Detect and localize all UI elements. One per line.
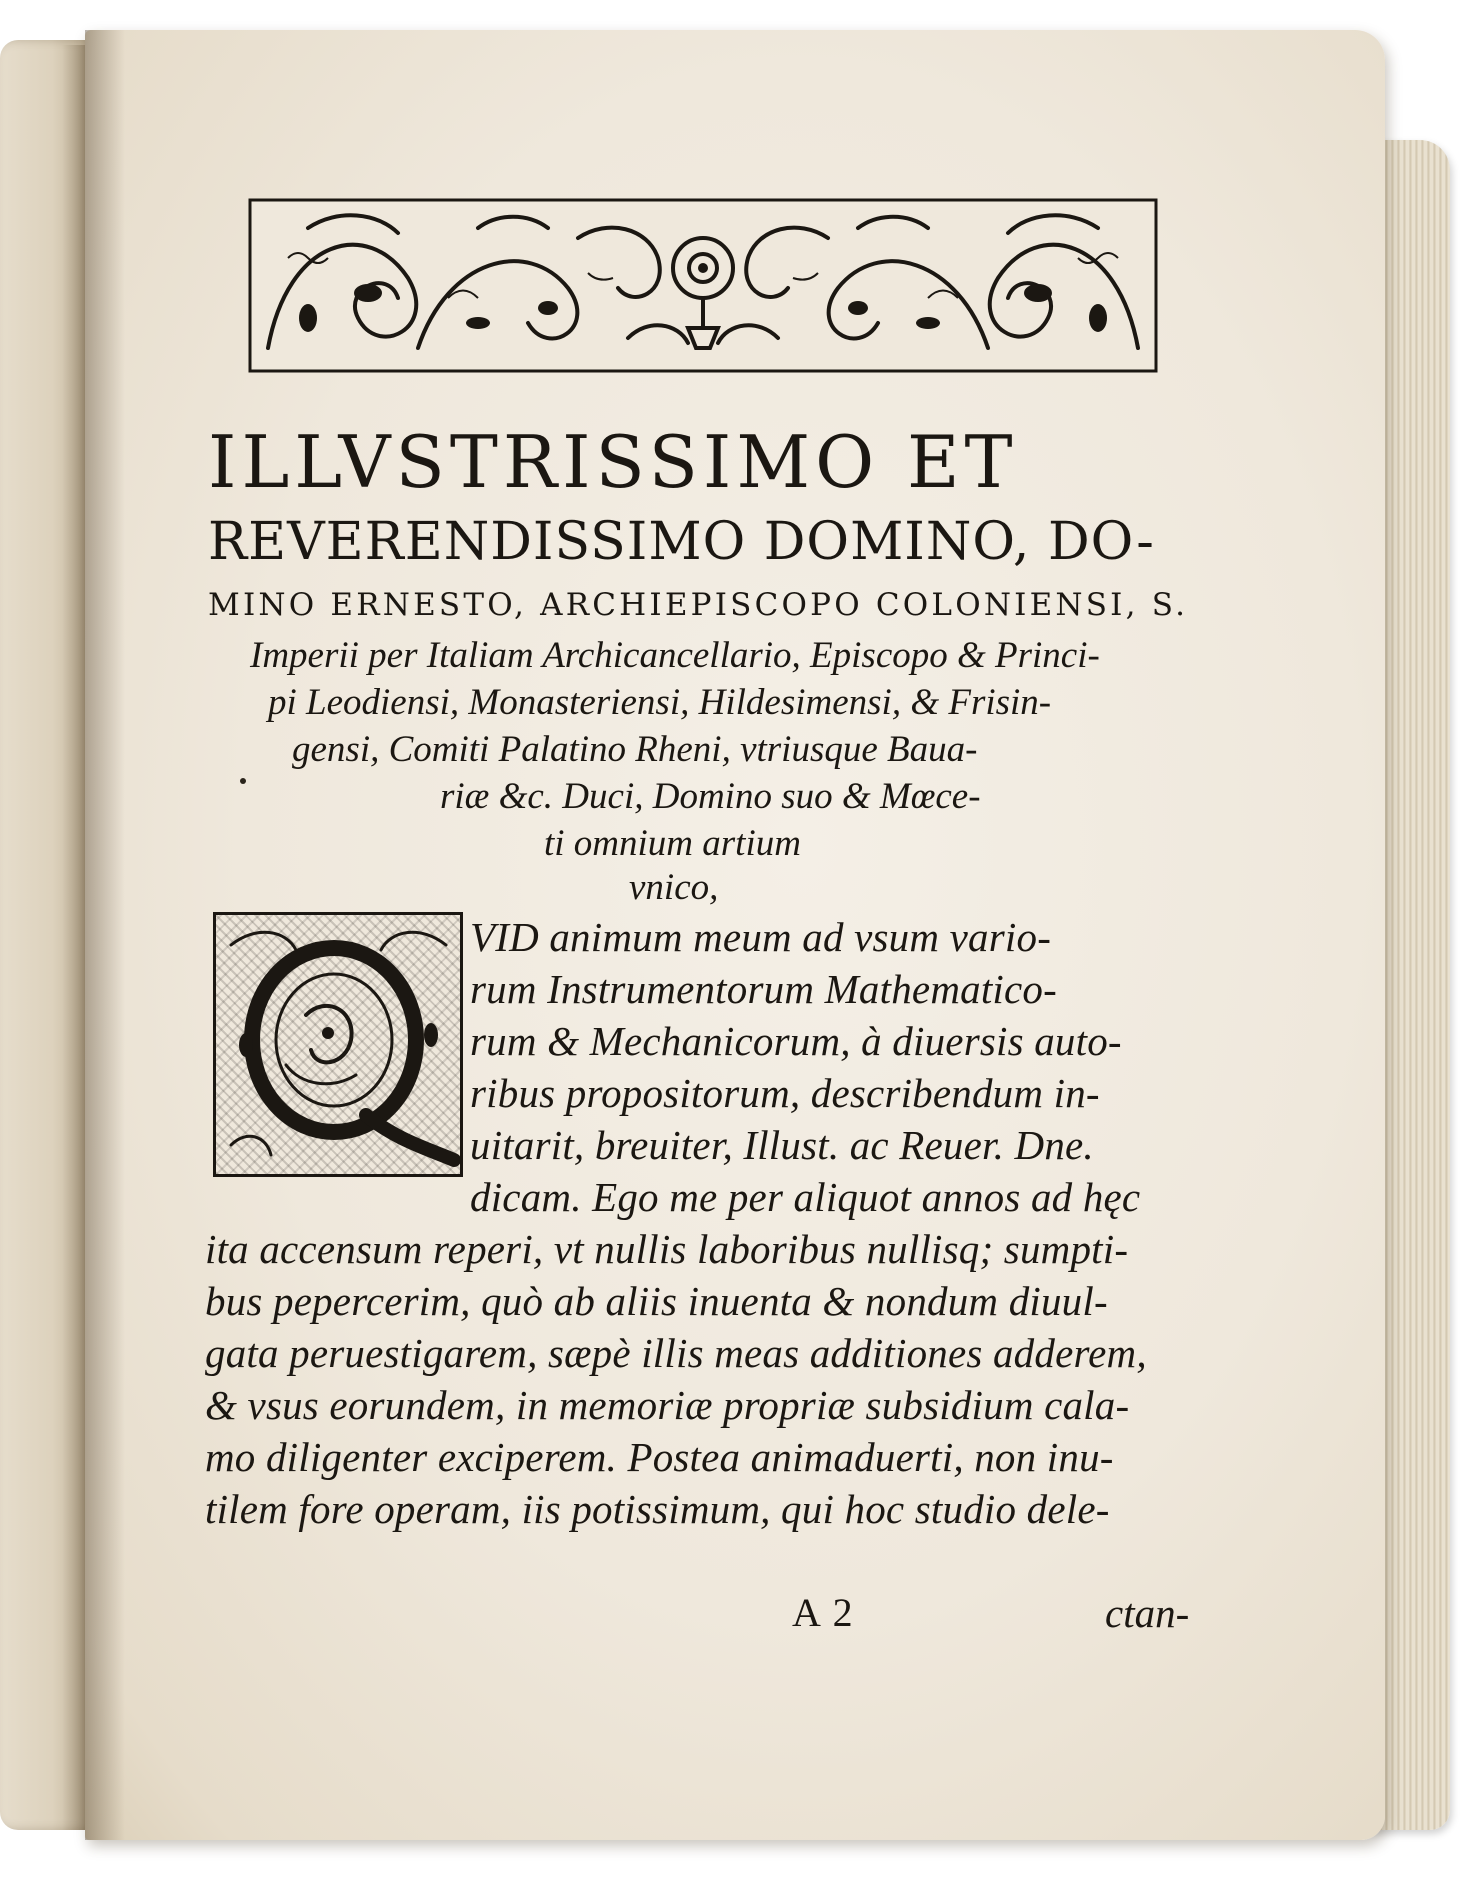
dedication-line-3: gensi, Comiti Palatino Rheni, vtriusque Baua-	[292, 729, 978, 770]
body-line-4: ribus propositorum, describendum in-	[470, 1070, 1100, 1116]
title-line-1: ILLVSTRISSIMO ET	[208, 420, 1018, 504]
dedication-line-5: ti omnium artium	[544, 823, 801, 864]
body-line-9: gata peruestigarem, sæpè illis meas additiones adderem,	[205, 1330, 1147, 1376]
dedication-line-1: Imperii per Italiam Archicancellario, Episcopo & Princi-	[250, 635, 1100, 676]
body-line-7: ita accensum reperi, vt nullis laboribus nullisq; sumpti-	[205, 1226, 1129, 1272]
ink-speck	[240, 778, 246, 784]
dedication-line-6: vnico,	[629, 867, 719, 908]
body-line-6: dicam. Ego me per aliquot annos ad hęc	[470, 1174, 1141, 1220]
body-line-12: tilem fore operam, iis potissimum, qui hoc studio dele-	[205, 1486, 1110, 1532]
title-line-3: MINO ERNESTO, ARCHIEPISCOPO COLONIENSI, S.	[208, 587, 1189, 623]
title-line-2: REVERENDISSIMO DOMINO, DO-	[208, 512, 1155, 572]
body-line-5: uitarit, breuiter, Illust. ac Reuer. Dne.	[470, 1122, 1094, 1168]
decorated-initial-q	[213, 912, 463, 1177]
body-line-1: VID animum meum ad vsum vario-	[470, 914, 1052, 960]
signature-mark: A 2	[792, 1590, 855, 1635]
dedication-line-2: pi Leodiensi, Monasteriensi, Hildesimensi, & Frisin-	[268, 682, 1052, 723]
body-line-3: rum & Mechanicorum, à diuersis auto-	[470, 1018, 1122, 1064]
ornamental-headpiece	[248, 198, 1158, 373]
page-inner-shadow	[85, 30, 125, 1840]
body-line-11: mo diligenter exciperem. Postea animaduerti, non inu-	[205, 1434, 1114, 1480]
dedication-line-4: riæ &c. Duci, Domino suo & Mœce-	[440, 776, 981, 817]
body-line-8: bus pepercerim, quò ab aliis inuenta & nondum diuul-	[205, 1278, 1108, 1324]
body-line-2: rum Instrumentorum Mathematico-	[470, 966, 1057, 1012]
catchword: ctan-	[1105, 1590, 1190, 1636]
body-line-10: & vsus eorundem, in memoriæ propriæ subsidium cala-	[205, 1382, 1130, 1428]
